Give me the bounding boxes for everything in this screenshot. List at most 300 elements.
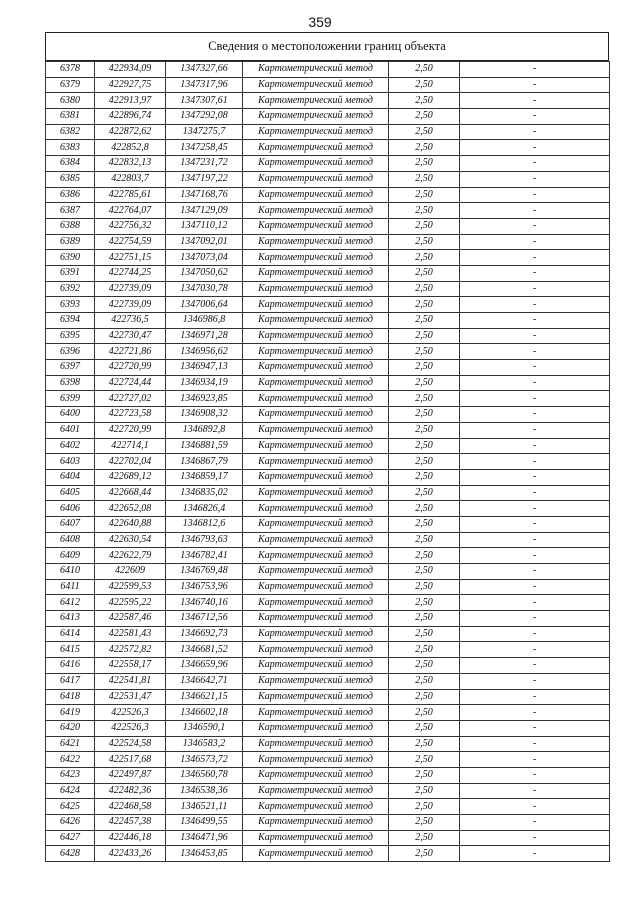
table-row — [46, 736, 610, 752]
accuracy-cell: 2,50 — [389, 77, 460, 93]
y-coordinate-cell: 1346867,79 — [166, 454, 243, 470]
x-coordinate-cell: 422595,22 — [95, 595, 166, 611]
method-cell: Картометрический метод — [243, 752, 389, 768]
y-coordinate-cell: 1347050,62 — [166, 265, 243, 281]
accuracy-cell: 2,50 — [389, 626, 460, 642]
table-row — [46, 250, 610, 266]
point-number-cell: 6407 — [46, 516, 95, 532]
point-number-cell: 6397 — [46, 360, 95, 376]
x-coordinate-cell: 422558,17 — [95, 658, 166, 674]
y-coordinate-cell: 1346881,59 — [166, 438, 243, 454]
point-number-cell: 6423 — [46, 767, 95, 783]
y-coordinate-cell: 1346956,62 — [166, 344, 243, 360]
x-coordinate-cell: 422524,58 — [95, 736, 166, 752]
x-coordinate-cell: 422730,47 — [95, 328, 166, 344]
accuracy-cell: 2,50 — [389, 469, 460, 485]
point-number-cell: 6383 — [46, 140, 95, 156]
table-row — [46, 422, 610, 438]
description-cell: - — [460, 156, 610, 172]
y-coordinate-cell: 1346681,52 — [166, 642, 243, 658]
point-number-cell: 6420 — [46, 720, 95, 736]
x-coordinate-cell: 422927,75 — [95, 77, 166, 93]
accuracy-cell: 2,50 — [389, 391, 460, 407]
description-cell: - — [460, 360, 610, 376]
x-coordinate-cell: 422720,99 — [95, 360, 166, 376]
point-number-cell: 6379 — [46, 77, 95, 93]
description-cell: - — [460, 250, 610, 266]
accuracy-cell: 2,50 — [389, 673, 460, 689]
y-coordinate-cell: 1346560,78 — [166, 767, 243, 783]
accuracy-cell: 2,50 — [389, 328, 460, 344]
point-number-cell: 6381 — [46, 109, 95, 125]
method-cell: Картометрический метод — [243, 203, 389, 219]
method-cell: Картометрический метод — [243, 62, 389, 78]
y-coordinate-cell: 1346471,96 — [166, 830, 243, 846]
point-number-cell: 6382 — [46, 124, 95, 140]
table-row — [46, 407, 610, 423]
x-coordinate-cell: 422652,08 — [95, 501, 166, 517]
table-row — [46, 297, 610, 313]
x-coordinate-cell: 422727,02 — [95, 391, 166, 407]
x-coordinate-cell: 422517,68 — [95, 752, 166, 768]
description-cell: - — [460, 375, 610, 391]
description-cell: - — [460, 454, 610, 470]
point-number-cell: 6398 — [46, 375, 95, 391]
point-number-cell: 6410 — [46, 564, 95, 580]
table-row — [46, 124, 610, 140]
y-coordinate-cell: 1346642,71 — [166, 673, 243, 689]
table-row — [46, 375, 610, 391]
point-number-cell: 6386 — [46, 187, 95, 203]
point-number-cell: 6402 — [46, 438, 95, 454]
point-number-cell: 6403 — [46, 454, 95, 470]
accuracy-cell: 2,50 — [389, 344, 460, 360]
method-cell: Картометрический метод — [243, 736, 389, 752]
y-coordinate-cell: 1346538,36 — [166, 783, 243, 799]
method-cell: Картометрический метод — [243, 548, 389, 564]
accuracy-cell: 2,50 — [389, 736, 460, 752]
method-cell: Картометрический метод — [243, 360, 389, 376]
table-row — [46, 469, 610, 485]
method-cell: Картометрический метод — [243, 469, 389, 485]
x-coordinate-cell: 422457,38 — [95, 815, 166, 831]
method-cell: Картометрический метод — [243, 799, 389, 815]
description-cell: - — [460, 752, 610, 768]
x-coordinate-cell: 422599,53 — [95, 579, 166, 595]
point-number-cell: 6419 — [46, 705, 95, 721]
accuracy-cell: 2,50 — [389, 689, 460, 705]
x-coordinate-cell: 422702,04 — [95, 454, 166, 470]
y-coordinate-cell: 1346947,13 — [166, 360, 243, 376]
accuracy-cell: 2,50 — [389, 438, 460, 454]
description-cell: - — [460, 548, 610, 564]
accuracy-cell: 2,50 — [389, 579, 460, 595]
accuracy-cell: 2,50 — [389, 783, 460, 799]
method-cell: Картометрический метод — [243, 171, 389, 187]
x-coordinate-cell: 422896,74 — [95, 109, 166, 125]
accuracy-cell: 2,50 — [389, 642, 460, 658]
point-number-cell: 6416 — [46, 658, 95, 674]
x-coordinate-cell: 422913,97 — [95, 93, 166, 109]
description-cell: - — [460, 407, 610, 423]
accuracy-cell: 2,50 — [389, 548, 460, 564]
method-cell: Картометрический метод — [243, 375, 389, 391]
description-cell: - — [460, 328, 610, 344]
y-coordinate-cell: 1346499,55 — [166, 815, 243, 831]
description-cell: - — [460, 313, 610, 329]
point-number-cell: 6385 — [46, 171, 95, 187]
description-cell: - — [460, 391, 610, 407]
description-cell: - — [460, 203, 610, 219]
y-coordinate-cell: 1347110,12 — [166, 218, 243, 234]
point-number-cell: 6404 — [46, 469, 95, 485]
x-coordinate-cell: 422739,09 — [95, 281, 166, 297]
point-number-cell: 6428 — [46, 846, 95, 862]
x-coordinate-cell: 422724,44 — [95, 375, 166, 391]
x-coordinate-cell: 422720,99 — [95, 422, 166, 438]
table-row — [46, 579, 610, 595]
accuracy-cell: 2,50 — [389, 752, 460, 768]
y-coordinate-cell: 1347231,72 — [166, 156, 243, 172]
x-coordinate-cell: 422526,3 — [95, 720, 166, 736]
point-number-cell: 6401 — [46, 422, 95, 438]
method-cell: Картометрический метод — [243, 218, 389, 234]
method-cell: Картометрический метод — [243, 532, 389, 548]
x-coordinate-cell: 422803,7 — [95, 171, 166, 187]
method-cell: Картометрический метод — [243, 783, 389, 799]
x-coordinate-cell: 422934,09 — [95, 62, 166, 78]
description-cell: - — [460, 564, 610, 580]
point-number-cell: 6378 — [46, 62, 95, 78]
table-row — [46, 595, 610, 611]
description-cell: - — [460, 77, 610, 93]
y-coordinate-cell: 1346692,73 — [166, 626, 243, 642]
point-number-cell: 6406 — [46, 501, 95, 517]
accuracy-cell: 2,50 — [389, 564, 460, 580]
method-cell: Картометрический метод — [243, 124, 389, 140]
accuracy-cell: 2,50 — [389, 156, 460, 172]
x-coordinate-cell: 422756,32 — [95, 218, 166, 234]
accuracy-cell: 2,50 — [389, 720, 460, 736]
method-cell: Картометрический метод — [243, 250, 389, 266]
point-number-cell: 6392 — [46, 281, 95, 297]
table-row — [46, 171, 610, 187]
table-row — [46, 313, 610, 329]
description-cell: - — [460, 658, 610, 674]
x-coordinate-cell: 422482,36 — [95, 783, 166, 799]
method-cell: Картометрический метод — [243, 77, 389, 93]
accuracy-cell: 2,50 — [389, 422, 460, 438]
point-number-cell: 6427 — [46, 830, 95, 846]
description-cell: - — [460, 218, 610, 234]
description-cell: - — [460, 422, 610, 438]
method-cell: Картометрический метод — [243, 595, 389, 611]
coordinates-table — [45, 61, 610, 862]
table-row — [46, 516, 610, 532]
y-coordinate-cell: 1346826,4 — [166, 501, 243, 517]
method-cell: Картометрический метод — [243, 642, 389, 658]
description-cell: - — [460, 469, 610, 485]
table-row — [46, 767, 610, 783]
description-cell: - — [460, 611, 610, 627]
x-coordinate-cell: 422714,1 — [95, 438, 166, 454]
method-cell: Картометрический метод — [243, 234, 389, 250]
table-row — [46, 720, 610, 736]
x-coordinate-cell: 422497,87 — [95, 767, 166, 783]
point-number-cell: 6394 — [46, 313, 95, 329]
y-coordinate-cell: 1346753,96 — [166, 579, 243, 595]
method-cell: Картометрический метод — [243, 689, 389, 705]
accuracy-cell: 2,50 — [389, 62, 460, 78]
accuracy-cell: 2,50 — [389, 799, 460, 815]
method-cell: Картометрический метод — [243, 516, 389, 532]
description-cell: - — [460, 297, 610, 313]
accuracy-cell: 2,50 — [389, 485, 460, 501]
accuracy-cell: 2,50 — [389, 203, 460, 219]
accuracy-cell: 2,50 — [389, 281, 460, 297]
accuracy-cell: 2,50 — [389, 767, 460, 783]
method-cell: Картометрический метод — [243, 705, 389, 721]
description-cell: - — [460, 846, 610, 862]
accuracy-cell: 2,50 — [389, 109, 460, 125]
x-coordinate-cell: 422754,59 — [95, 234, 166, 250]
table-row — [46, 391, 610, 407]
description-cell: - — [460, 799, 610, 815]
description-cell: - — [460, 281, 610, 297]
table-row — [46, 109, 610, 125]
description-cell: - — [460, 673, 610, 689]
description-cell: - — [460, 62, 610, 78]
x-coordinate-cell: 422531,47 — [95, 689, 166, 705]
method-cell: Картометрический метод — [243, 187, 389, 203]
x-coordinate-cell: 422572,82 — [95, 642, 166, 658]
y-coordinate-cell: 1347168,76 — [166, 187, 243, 203]
x-coordinate-cell: 422736,5 — [95, 313, 166, 329]
accuracy-cell: 2,50 — [389, 360, 460, 376]
accuracy-cell: 2,50 — [389, 815, 460, 831]
description-cell: - — [460, 344, 610, 360]
y-coordinate-cell: 1347307,61 — [166, 93, 243, 109]
y-coordinate-cell: 1347030,78 — [166, 281, 243, 297]
point-number-cell: 6405 — [46, 485, 95, 501]
y-coordinate-cell: 1346712,56 — [166, 611, 243, 627]
x-coordinate-cell: 422668,44 — [95, 485, 166, 501]
point-number-cell: 6417 — [46, 673, 95, 689]
table-row — [46, 265, 610, 281]
table-row — [46, 815, 610, 831]
accuracy-cell: 2,50 — [389, 595, 460, 611]
y-coordinate-cell: 1346573,72 — [166, 752, 243, 768]
x-coordinate-cell: 422832,13 — [95, 156, 166, 172]
y-coordinate-cell: 1347073,04 — [166, 250, 243, 266]
table-row — [46, 705, 610, 721]
y-coordinate-cell: 1346782,41 — [166, 548, 243, 564]
table-row — [46, 93, 610, 109]
description-cell: - — [460, 689, 610, 705]
accuracy-cell: 2,50 — [389, 658, 460, 674]
point-number-cell: 6409 — [46, 548, 95, 564]
accuracy-cell: 2,50 — [389, 705, 460, 721]
method-cell: Картометрический метод — [243, 109, 389, 125]
point-number-cell: 6384 — [46, 156, 95, 172]
y-coordinate-cell: 1346892,8 — [166, 422, 243, 438]
description-cell: - — [460, 109, 610, 125]
method-cell: Картометрический метод — [243, 328, 389, 344]
y-coordinate-cell: 1347275,7 — [166, 124, 243, 140]
table-row — [46, 454, 610, 470]
x-coordinate-cell: 422872,62 — [95, 124, 166, 140]
y-coordinate-cell: 1347197,22 — [166, 171, 243, 187]
table-row — [46, 62, 610, 78]
x-coordinate-cell: 422541,81 — [95, 673, 166, 689]
accuracy-cell: 2,50 — [389, 313, 460, 329]
table-row — [46, 799, 610, 815]
boundary-table — [45, 32, 609, 862]
accuracy-cell: 2,50 — [389, 93, 460, 109]
description-cell: - — [460, 830, 610, 846]
description-cell: - — [460, 720, 610, 736]
point-number-cell: 6380 — [46, 93, 95, 109]
method-cell: Картометрический метод — [243, 501, 389, 517]
x-coordinate-cell: 422689,12 — [95, 469, 166, 485]
description-cell: - — [460, 595, 610, 611]
accuracy-cell: 2,50 — [389, 265, 460, 281]
table-row — [46, 234, 610, 250]
x-coordinate-cell: 422852,8 — [95, 140, 166, 156]
description-cell: - — [460, 93, 610, 109]
table-row — [46, 77, 610, 93]
point-number-cell: 6393 — [46, 297, 95, 313]
accuracy-cell: 2,50 — [389, 218, 460, 234]
x-coordinate-cell: 422640,88 — [95, 516, 166, 532]
point-number-cell: 6418 — [46, 689, 95, 705]
method-cell: Картометрический метод — [243, 422, 389, 438]
table-row — [46, 501, 610, 517]
x-coordinate-cell: 422446,18 — [95, 830, 166, 846]
y-coordinate-cell: 1346971,28 — [166, 328, 243, 344]
method-cell: Картометрический метод — [243, 156, 389, 172]
method-cell: Картометрический метод — [243, 93, 389, 109]
accuracy-cell: 2,50 — [389, 187, 460, 203]
x-coordinate-cell: 422622,79 — [95, 548, 166, 564]
table-row — [46, 611, 610, 627]
accuracy-cell: 2,50 — [389, 516, 460, 532]
method-cell: Картометрический метод — [243, 673, 389, 689]
method-cell: Картометрический метод — [243, 579, 389, 595]
accuracy-cell: 2,50 — [389, 501, 460, 517]
point-number-cell: 6400 — [46, 407, 95, 423]
method-cell: Картометрический метод — [243, 564, 389, 580]
method-cell: Картометрический метод — [243, 140, 389, 156]
table-row — [46, 783, 610, 799]
y-coordinate-cell: 1346453,85 — [166, 846, 243, 862]
description-cell: - — [460, 626, 610, 642]
y-coordinate-cell: 1347006,64 — [166, 297, 243, 313]
page-number: 359 — [308, 14, 332, 30]
point-number-cell: 6412 — [46, 595, 95, 611]
point-number-cell: 6391 — [46, 265, 95, 281]
description-cell: - — [460, 815, 610, 831]
method-cell: Картометрический метод — [243, 265, 389, 281]
description-cell: - — [460, 501, 610, 517]
point-number-cell: 6411 — [46, 579, 95, 595]
point-number-cell: 6388 — [46, 218, 95, 234]
description-cell: - — [460, 767, 610, 783]
x-coordinate-cell: 422526,3 — [95, 705, 166, 721]
table-row — [46, 846, 610, 862]
table-row — [46, 438, 610, 454]
accuracy-cell: 2,50 — [389, 375, 460, 391]
method-cell: Картометрический метод — [243, 658, 389, 674]
table-row — [46, 156, 610, 172]
y-coordinate-cell: 1346740,16 — [166, 595, 243, 611]
point-number-cell: 6414 — [46, 626, 95, 642]
table-title: Сведения о местоположении границ объекта — [45, 32, 609, 61]
point-number-cell: 6395 — [46, 328, 95, 344]
x-coordinate-cell: 422744,25 — [95, 265, 166, 281]
accuracy-cell: 2,50 — [389, 140, 460, 156]
table-row — [46, 626, 610, 642]
method-cell: Картометрический метод — [243, 846, 389, 862]
table-row — [46, 218, 610, 234]
y-coordinate-cell: 1347317,96 — [166, 77, 243, 93]
x-coordinate-cell: 422785,61 — [95, 187, 166, 203]
y-coordinate-cell: 1346602,18 — [166, 705, 243, 721]
point-number-cell: 6422 — [46, 752, 95, 768]
method-cell: Картометрический метод — [243, 438, 389, 454]
y-coordinate-cell: 1346659,96 — [166, 658, 243, 674]
y-coordinate-cell: 1346859,17 — [166, 469, 243, 485]
point-number-cell: 6413 — [46, 611, 95, 627]
method-cell: Картометрический метод — [243, 767, 389, 783]
point-number-cell: 6408 — [46, 532, 95, 548]
y-coordinate-cell: 1346590,1 — [166, 720, 243, 736]
point-number-cell: 6396 — [46, 344, 95, 360]
x-coordinate-cell: 422609 — [95, 564, 166, 580]
description-cell: - — [460, 124, 610, 140]
method-cell: Картометрический метод — [243, 297, 389, 313]
table-row — [46, 642, 610, 658]
table-row — [46, 548, 610, 564]
point-number-cell: 6390 — [46, 250, 95, 266]
description-cell: - — [460, 234, 610, 250]
table-row — [46, 140, 610, 156]
x-coordinate-cell: 422721,86 — [95, 344, 166, 360]
method-cell: Картометрический метод — [243, 313, 389, 329]
x-coordinate-cell: 422433,26 — [95, 846, 166, 862]
method-cell: Картометрический метод — [243, 485, 389, 501]
x-coordinate-cell: 422581,43 — [95, 626, 166, 642]
y-coordinate-cell: 1346934,19 — [166, 375, 243, 391]
method-cell: Картометрический метод — [243, 720, 389, 736]
description-cell: - — [460, 783, 610, 799]
accuracy-cell: 2,50 — [389, 407, 460, 423]
accuracy-cell: 2,50 — [389, 846, 460, 862]
accuracy-cell: 2,50 — [389, 297, 460, 313]
description-cell: - — [460, 438, 610, 454]
y-coordinate-cell: 1346835,02 — [166, 485, 243, 501]
table-row — [46, 360, 610, 376]
point-number-cell: 6425 — [46, 799, 95, 815]
point-number-cell: 6426 — [46, 815, 95, 831]
method-cell: Картометрический метод — [243, 344, 389, 360]
point-number-cell: 6387 — [46, 203, 95, 219]
y-coordinate-cell: 1346923,85 — [166, 391, 243, 407]
y-coordinate-cell: 1347327,66 — [166, 62, 243, 78]
x-coordinate-cell: 422587,46 — [95, 611, 166, 627]
y-coordinate-cell: 1347129,09 — [166, 203, 243, 219]
y-coordinate-cell: 1346812,6 — [166, 516, 243, 532]
